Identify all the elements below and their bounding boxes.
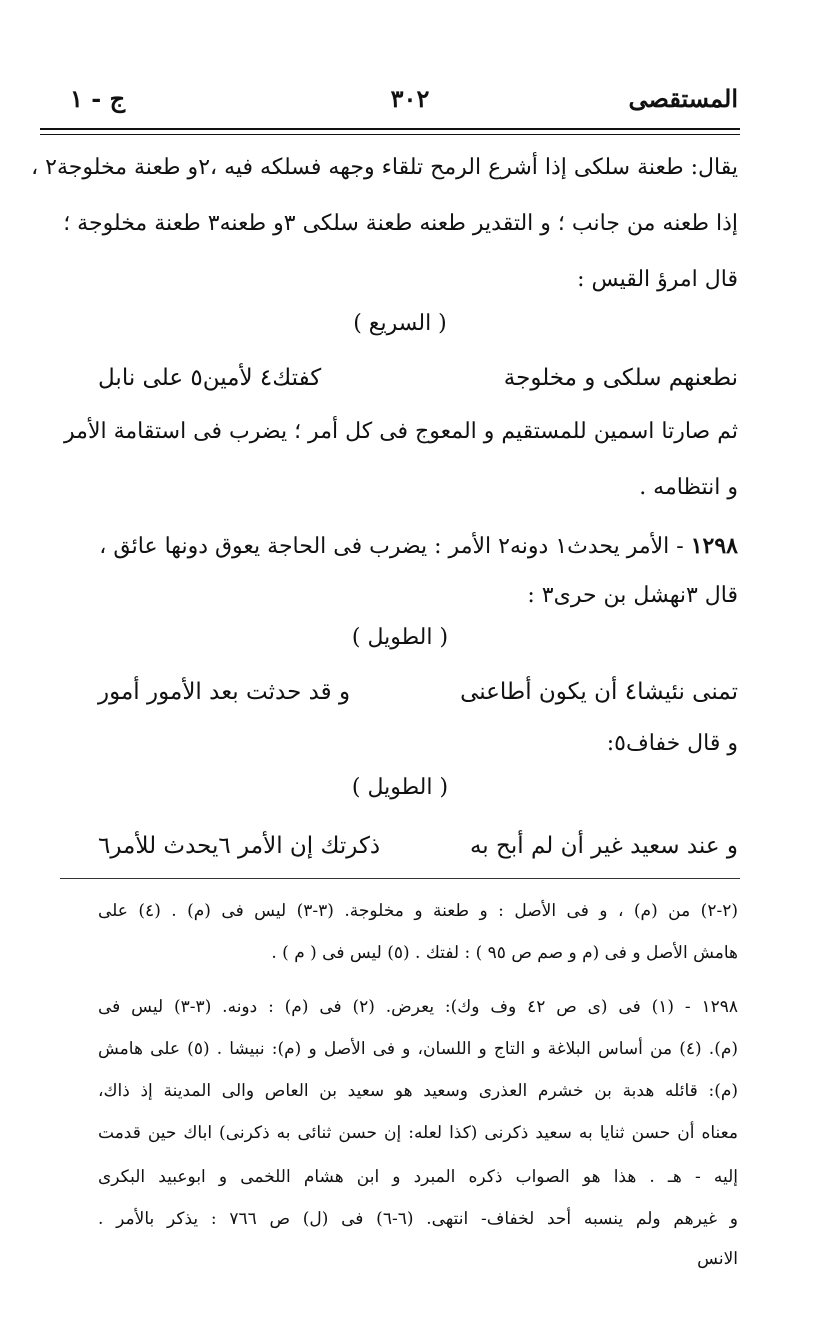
body-line-1: يقال: طعنة سلكى إذا أشرع الرمح تلقاء وجهه فسلكه فيه ،٢و طعنة مخلوجة٢ ، <box>31 155 738 180</box>
verse-2-second-hemistich: و قد حدثت بعد الأمور أمور <box>98 679 351 705</box>
meter-label-3: ( الطويل ) <box>351 775 449 800</box>
meter-label-1: ( السريع ) <box>353 311 447 336</box>
header-rule <box>40 128 740 130</box>
body-line-5: و انتظامه . <box>639 475 738 500</box>
entry-1298 <box>98 528 738 565</box>
footnote-line-1: (٢-٢) من (م) ، و فى الأصل : و طعنة و مخلوجة. (٣-٣) ليس فى (م) . (٤) على <box>98 901 738 921</box>
entry-line-2: قال ٣نهشل بن حرى٣ : <box>527 583 738 608</box>
footnote-line-6: معناه أن حسن ثنايا به سعيد ذكرنى (كذا لعله: إن حسن ثنائى به ذكرنى) اباك حين قدمت <box>98 1123 738 1143</box>
verse-1-second-hemistich: كفتك٤ لأمين٥ على نابل <box>98 365 322 391</box>
body-line-6: و قال خفاف٥: <box>606 731 738 756</box>
footnote-line-2: هامش الأصل و فى (م و صم ص ٩٥ ) : لفتك . (٥) ليس فى ( م ) . <box>271 943 738 963</box>
footnote-line-9: الانس <box>697 1249 738 1269</box>
body-line-4: ثم صارتا اسمين للمستقيم و المعوج فى كل أمر ؛ يضرب فى استقامة الأمر <box>64 419 738 444</box>
volume-label: ج - ١ <box>70 84 126 113</box>
meter-label-2: ( الطويل ) <box>351 625 449 650</box>
footnote-line-3: ١٢٩٨ - (١) فى (ى ص ٤٢ وف وك): يعرض. (٢) فى (م) : دونه. (٣-٣) ليس فى <box>98 997 738 1017</box>
entry-proverb-text: - الأمر يحدث١ دونه٢ الأمر : يضرب فى الحاجة يعوق دونها عائق ، <box>99 534 684 559</box>
entry-number: ١٢٩٨ <box>690 533 738 559</box>
footnote-line-8: و غيرهم ولم ينسبه أحد لخفاف- انتهى. (٦-٦) فى (ل) ص ٧٦٦ : يذكر بالأمر . <box>98 1209 738 1229</box>
verse-2-first-hemistich: تمنى نئيشا٤ أن يكون أطاعنى <box>460 679 738 705</box>
verse-3-second-hemistich: ذكرتك إن الأمر ٦يحدث للأمر٦ <box>98 833 381 859</box>
verse-1-first-hemistich: نطعنهم سلكى و مخلوجة <box>503 365 738 391</box>
footnote-line-4: (م). (٤) من أساس البلاغة و التاج و اللسان، و فى الأصل و (م): نبيشا . (٥) على هامش <box>98 1039 738 1059</box>
footnote-line-5: (م): قائله هدبة بن خشرم العذرى وسعيد هو سعيد بن العاص والى المدينة إذ ذاك، <box>98 1081 738 1101</box>
running-title: المستقصى <box>628 84 738 113</box>
body-line-3: قال امرؤ القيس : <box>577 267 738 292</box>
page-number: ٣٠٢ <box>390 84 430 113</box>
footnote-line-7: إليه - هـ . هذا هو الصواب ذكره المبرد و ابن هشام اللخمى و ابوعبيد البكرى <box>98 1167 738 1187</box>
page-header <box>70 78 738 118</box>
footnote-rule <box>60 878 740 879</box>
verse-3-first-hemistich: و عند سعيد غير أن لم أبح به <box>469 833 738 859</box>
header-rule-thin <box>40 134 740 135</box>
body-line-2: إذا طعنه من جانب ؛ و التقدير طعنه طعنة سلكى ٣و طعنه٣ طعنة مخلوجة ؛ <box>63 211 738 236</box>
